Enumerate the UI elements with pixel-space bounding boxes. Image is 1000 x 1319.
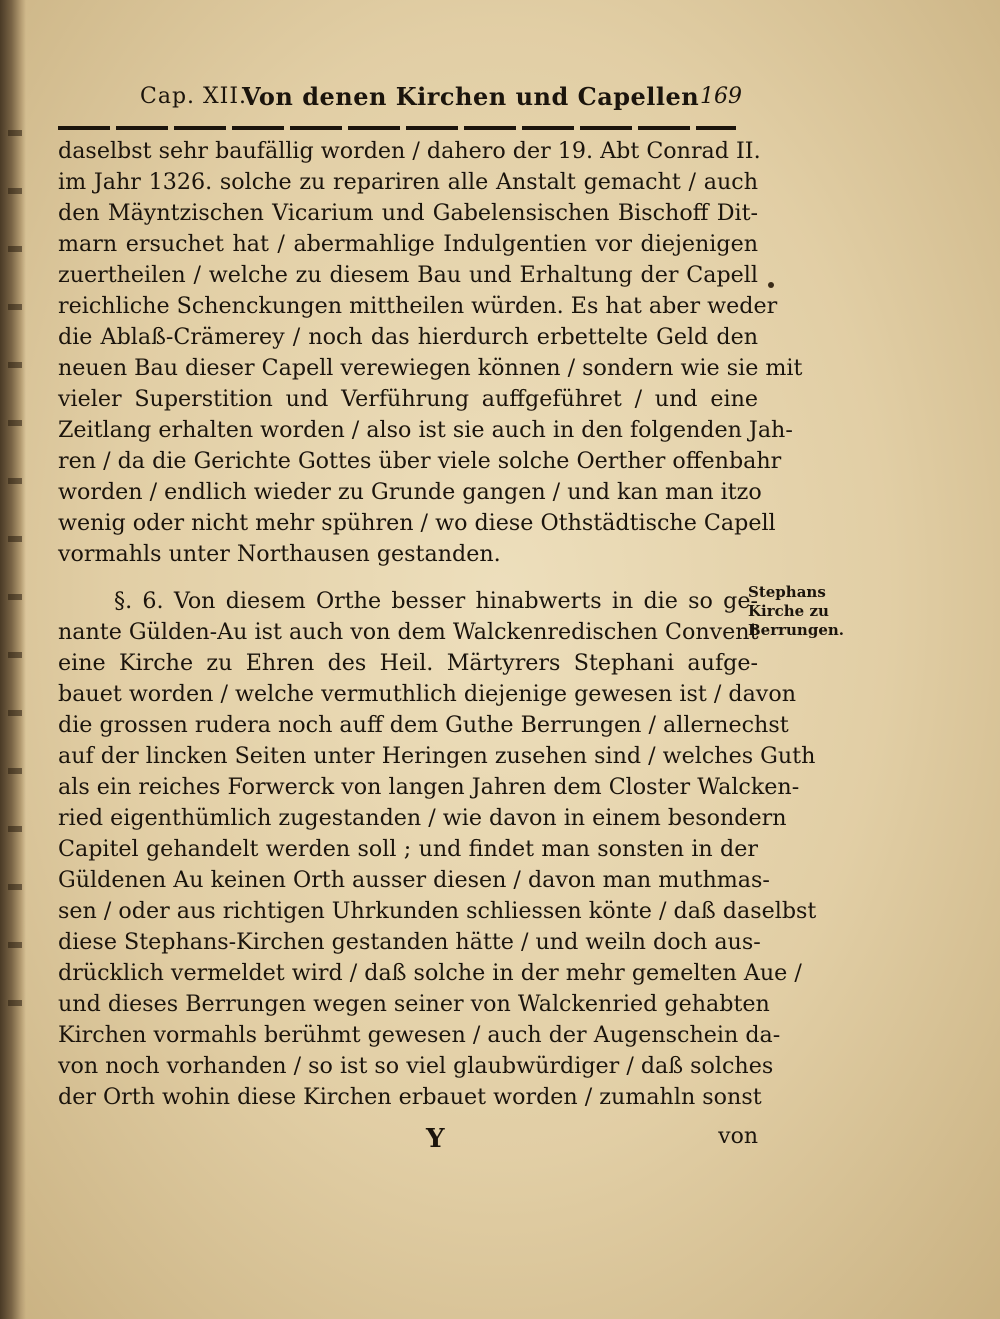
text-line: von noch vorhanden / so ist so viel glaubwürdiger / daß solches	[58, 1053, 774, 1079]
page-footer	[58, 1118, 758, 1158]
text-line: bauet worden / welche vermuthlich diejenige gewesen ist / davon	[58, 681, 796, 707]
running-title: Von denen Kirchen und Capellen	[242, 82, 700, 111]
body-text	[58, 136, 817, 1176]
signature-mark: Y	[426, 1124, 445, 1154]
text-line: wenig oder nicht mehr spühren / wo diese Othstädtische Capell	[58, 510, 776, 536]
text-line: der Orth wohin diese Kirchen erbauet worden / zumahln sonst	[58, 1084, 762, 1110]
marginal-note-line: Stephans	[748, 583, 826, 601]
running-header	[130, 78, 750, 122]
text-line: den Mäyntzischen Vicarium und Gabelensischen Bischoff Dit-	[58, 200, 758, 226]
marginal-note	[748, 583, 858, 663]
text-line: Güldenen Au keinen Orth ausser diesen / davon man muthmas-	[58, 867, 770, 893]
text-line: diese Stephans-Kirchen gestanden hätte / und weiln doch aus-	[58, 929, 761, 955]
text-line: daselbst sehr baufällig worden / dahero der 19. Abt Conrad II.	[58, 138, 761, 164]
text-line: die grossen rudera noch auff dem Guthe Berrungen / allernechst	[58, 712, 789, 738]
text-line: Kirchen vormahls berühmt gewesen / auch der Augenschein da-	[58, 1022, 781, 1048]
text-line: sen / oder aus richtigen Uhrkunden schliessen könte / daß daselbst	[58, 898, 817, 924]
section-start-line: §. 6. Von diesem Orthe besser hinabwerts in die so ge-	[114, 588, 758, 614]
text-line: neuen Bau dieser Capell verewiegen können / sondern wie sie mit	[58, 355, 803, 381]
text-line: worden / endlich wieder zu Grunde gangen / und kan man itzo	[58, 479, 762, 505]
text-line: auf der lincken Seiten unter Heringen zusehen sind / welches Guth	[58, 743, 816, 769]
text-line: und dieses Berrungen wegen seiner von Walckenried gehabten	[58, 991, 770, 1017]
chapter-label: Cap. XII.	[140, 84, 248, 109]
ink-spot	[768, 282, 774, 288]
text-line: im Jahr 1326. solche zu repariren alle Anstalt gemacht / auch	[58, 169, 758, 195]
text-line: Capitel gehandelt werden soll ; und findet man sonsten in der	[58, 836, 758, 862]
binding-gutter	[0, 0, 26, 1319]
text-line: marn ersuchet hat / abermahlige Indulgentien vor diejenigen	[58, 231, 758, 257]
text-line: vormahls unter Northausen gestanden.	[58, 541, 501, 567]
text-line: drücklich vermeldet wird / daß solche in der mehr gemelten Aue /	[58, 960, 802, 986]
marginal-note-line: Kirche zu	[748, 602, 829, 620]
text-line: eine Kirche zu Ehren des Heil. Märtyrers Stephani aufge-	[58, 650, 758, 676]
text-line: die Ablaß-Crämerey / noch das hierdurch erbettelte Geld den	[58, 324, 758, 350]
page-number: 169	[700, 84, 742, 109]
text-line: als ein reiches Forwerck von langen Jahren dem Closter Walcken-	[58, 774, 800, 800]
text-line: reichliche Schenckungen mittheilen würden. Es hat aber weder	[58, 293, 778, 319]
binding-thread-marks	[8, 130, 22, 1030]
text-line: Zeitlang erhalten worden / also ist sie auch in den folgenden Jah-	[58, 417, 793, 443]
text-line: zuertheilen / welche zu diesem Bau und Erhaltung der Capell	[58, 262, 758, 288]
text-line: nante Gülden-Au ist auch von dem Walckenredischen Convent	[58, 619, 759, 645]
text-line: vieler Superstition und Verführung auffgeführet / und eine	[58, 386, 758, 412]
marginal-note-line: Berrungen.	[748, 621, 844, 639]
header-rule	[58, 126, 736, 130]
catchword: von	[718, 1124, 758, 1149]
text-line: ried eigenthümlich zugestanden / wie davon in einem besondern	[58, 805, 787, 831]
text-line: ren / da die Gerichte Gottes über viele solche Oerther offenbahr	[58, 448, 782, 474]
